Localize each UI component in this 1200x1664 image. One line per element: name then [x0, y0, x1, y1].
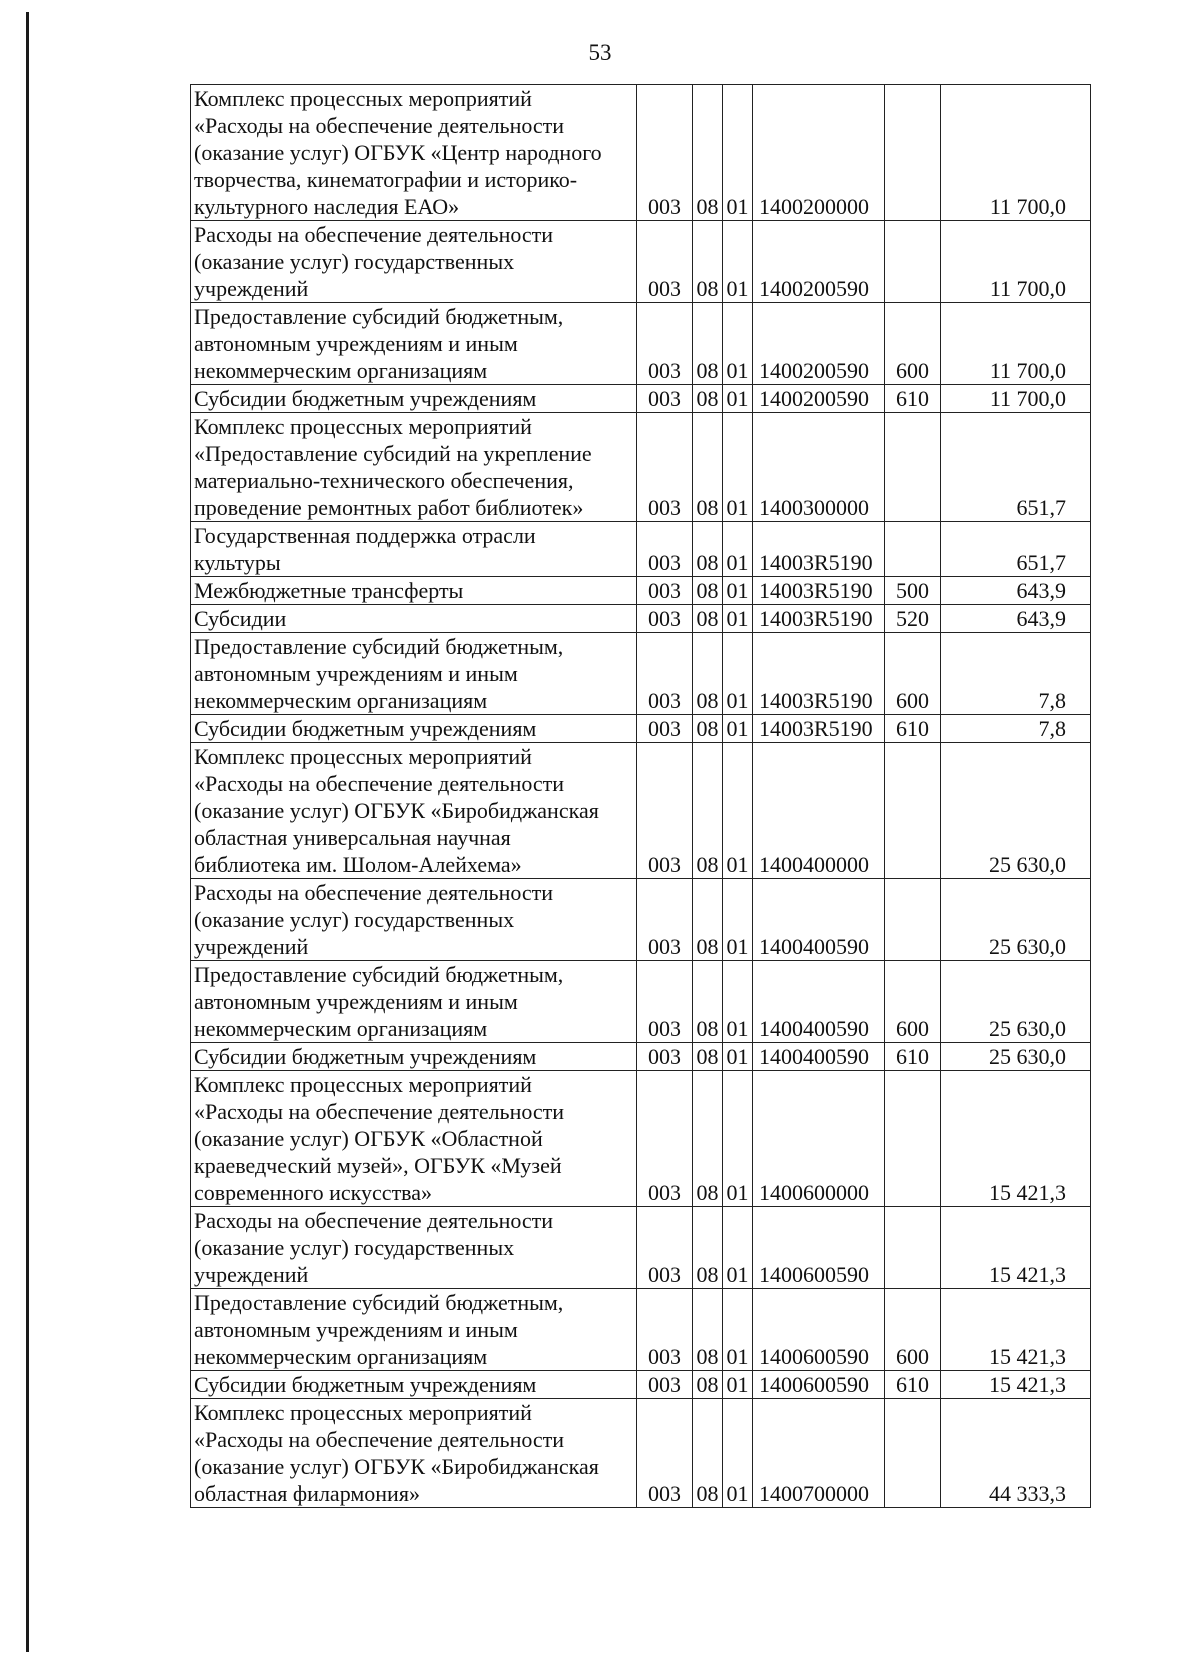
section-code-cell: 08 — [693, 522, 723, 577]
table-row — [191, 1371, 1091, 1399]
table-row — [191, 522, 1091, 577]
expense-name-line: Комплекс процессных мероприятий — [194, 744, 532, 769]
page-number: 53 — [588, 40, 612, 65]
amount-cell: 11 700,0 — [941, 85, 1091, 221]
table-row — [191, 385, 1091, 413]
expense-name-cell — [191, 522, 637, 577]
table-row — [191, 577, 1091, 605]
expense-name-line: Комплекс процессных мероприятий — [194, 86, 532, 111]
expense-name-cell — [191, 743, 637, 879]
target-article-cell: 1400200000 — [753, 85, 885, 221]
table-row — [191, 413, 1091, 522]
expense-name-line: (оказание услуг) ОГБУК «Областной — [194, 1126, 543, 1151]
expense-name-cell — [191, 1371, 637, 1399]
expense-name-line: Предоставление субсидий бюджетным, — [194, 634, 564, 659]
expense-type-cell — [885, 413, 941, 522]
expense-type-cell — [885, 743, 941, 879]
target-article-cell: 14003R5190 — [753, 715, 885, 743]
expense-name-line: «Расходы на обеспечение деятельности — [194, 1099, 565, 1124]
subsection-code-cell: 01 — [723, 605, 753, 633]
section-code-cell: 08 — [693, 633, 723, 715]
target-article-cell: 14003R5190 — [753, 605, 885, 633]
target-article-cell: 1400600000 — [753, 1071, 885, 1207]
section-code-cell: 08 — [693, 1289, 723, 1371]
ministry-code-cell: 003 — [637, 1043, 693, 1071]
expense-name-cell — [191, 715, 637, 743]
expense-name-line: автономным учреждениям и иным — [194, 1317, 518, 1342]
target-article-cell: 1400200590 — [753, 221, 885, 303]
section-code-cell: 08 — [693, 577, 723, 605]
subsection-code-cell: 01 — [723, 1071, 753, 1207]
amount-cell: 651,7 — [941, 522, 1091, 577]
expense-name-cell — [191, 1399, 637, 1508]
section-code-cell: 08 — [693, 1071, 723, 1207]
expense-name-line: современного искусства» — [194, 1180, 433, 1205]
section-code-cell: 08 — [693, 605, 723, 633]
table-row — [191, 1289, 1091, 1371]
expense-name-line: Субсидии бюджетным учреждениям — [194, 1372, 537, 1397]
expense-name-line: некоммерческим организациям — [194, 1016, 488, 1041]
section-code-cell: 08 — [693, 1371, 723, 1399]
expense-type-cell: 500 — [885, 577, 941, 605]
amount-cell: 11 700,0 — [941, 303, 1091, 385]
amount-cell: 15 421,3 — [941, 1207, 1091, 1289]
expense-type-cell — [885, 221, 941, 303]
table-row — [191, 879, 1091, 961]
expense-name-line: (оказание услуг) государственных — [194, 1235, 515, 1260]
expense-name-line: краеведческий музей», ОГБУК «Музей — [194, 1153, 562, 1178]
expense-name-cell — [191, 85, 637, 221]
target-article-cell: 1400200590 — [753, 385, 885, 413]
expense-name-line: «Расходы на обеспечение деятельности — [194, 113, 565, 138]
expense-name-line: «Предоставление субсидий на укрепление — [194, 441, 592, 466]
target-article-cell: 14003R5190 — [753, 522, 885, 577]
budget-table — [190, 84, 1091, 1508]
expense-name-line: областная универсальная научная — [194, 825, 511, 850]
expense-name-cell — [191, 879, 637, 961]
expense-name-line: материально-технического обеспечения, — [194, 468, 574, 493]
section-code-cell: 08 — [693, 85, 723, 221]
expense-name-cell — [191, 221, 637, 303]
amount-cell: 11 700,0 — [941, 385, 1091, 413]
ministry-code-cell: 003 — [637, 1207, 693, 1289]
expense-name-line: библиотека им. Шолом-Алейхема» — [194, 852, 522, 877]
expense-name-line: (оказание услуг) ОГБУК «Биробиджанская — [194, 1454, 599, 1479]
section-code-cell: 08 — [693, 385, 723, 413]
expense-name-line: Предоставление субсидий бюджетным, — [194, 1290, 564, 1315]
table-row — [191, 221, 1091, 303]
section-code-cell: 08 — [693, 413, 723, 522]
target-article-cell: 1400700000 — [753, 1399, 885, 1508]
ministry-code-cell: 003 — [637, 743, 693, 879]
expense-type-cell: 600 — [885, 1289, 941, 1371]
expense-name-line: некоммерческим организациям — [194, 358, 488, 383]
table-row — [191, 961, 1091, 1043]
binding-margin-rule — [26, 12, 29, 1652]
amount-cell: 7,8 — [941, 715, 1091, 743]
ministry-code-cell: 003 — [637, 1289, 693, 1371]
table-row — [191, 303, 1091, 385]
amount-cell: 44 333,3 — [941, 1399, 1091, 1508]
expense-name-line: некоммерческим организациям — [194, 1344, 488, 1369]
expense-name-cell — [191, 1071, 637, 1207]
amount-cell: 11 700,0 — [941, 221, 1091, 303]
expense-name-line: некоммерческим организациям — [194, 688, 488, 713]
amount-cell: 15 421,3 — [941, 1289, 1091, 1371]
table-row — [191, 605, 1091, 633]
amount-cell: 15 421,3 — [941, 1371, 1091, 1399]
section-code-cell: 08 — [693, 879, 723, 961]
target-article-cell: 14003R5190 — [753, 633, 885, 715]
subsection-code-cell: 01 — [723, 961, 753, 1043]
amount-cell: 643,9 — [941, 577, 1091, 605]
subsection-code-cell: 01 — [723, 1399, 753, 1508]
expense-name-line: Комплекс процессных мероприятий — [194, 1072, 532, 1097]
section-code-cell: 08 — [693, 715, 723, 743]
subsection-code-cell: 01 — [723, 633, 753, 715]
expense-name-cell — [191, 961, 637, 1043]
expense-type-cell: 600 — [885, 303, 941, 385]
target-article-cell: 1400400590 — [753, 1043, 885, 1071]
expense-name-line: проведение ремонтных работ библиотек» — [194, 495, 584, 520]
ministry-code-cell: 003 — [637, 1071, 693, 1207]
section-code-cell: 08 — [693, 1207, 723, 1289]
expense-name-line: «Расходы на обеспечение деятельности — [194, 1427, 565, 1452]
expense-name-line: Расходы на обеспечение деятельности — [194, 222, 554, 247]
amount-cell: 651,7 — [941, 413, 1091, 522]
subsection-code-cell: 01 — [723, 385, 753, 413]
expense-name-line: Субсидии бюджетным учреждениям — [194, 716, 537, 741]
table-row — [191, 633, 1091, 715]
subsection-code-cell: 01 — [723, 1043, 753, 1071]
table-row — [191, 715, 1091, 743]
expense-name-line: Субсидии — [194, 606, 287, 631]
table-row — [191, 85, 1091, 221]
target-article-cell: 1400400590 — [753, 879, 885, 961]
ministry-code-cell: 003 — [637, 413, 693, 522]
subsection-code-cell: 01 — [723, 522, 753, 577]
section-code-cell: 08 — [693, 743, 723, 879]
ministry-code-cell: 003 — [637, 715, 693, 743]
amount-cell: 25 630,0 — [941, 1043, 1091, 1071]
target-article-cell: 1400600590 — [753, 1207, 885, 1289]
target-article-cell: 1400300000 — [753, 413, 885, 522]
subsection-code-cell: 01 — [723, 715, 753, 743]
expense-name-cell — [191, 577, 637, 605]
expense-name-line: учреждений — [194, 1262, 309, 1287]
ministry-code-cell: 003 — [637, 1399, 693, 1508]
target-article-cell: 1400600590 — [753, 1289, 885, 1371]
expense-name-cell — [191, 413, 637, 522]
expense-name-line: Предоставление субсидий бюджетным, — [194, 962, 564, 987]
expense-name-cell — [191, 385, 637, 413]
expense-name-line: Субсидии бюджетным учреждениям — [194, 386, 537, 411]
expense-type-cell — [885, 1071, 941, 1207]
target-article-cell: 1400400000 — [753, 743, 885, 879]
subsection-code-cell: 01 — [723, 413, 753, 522]
ministry-code-cell: 003 — [637, 303, 693, 385]
expense-name-line: творчества, кинематографии и историко- — [194, 167, 578, 192]
amount-cell: 15 421,3 — [941, 1071, 1091, 1207]
expense-type-cell: 600 — [885, 961, 941, 1043]
expense-name-line: Расходы на обеспечение деятельности — [194, 1208, 554, 1233]
expense-type-cell — [885, 879, 941, 961]
section-code-cell: 08 — [693, 1043, 723, 1071]
expense-name-cell — [191, 605, 637, 633]
expense-name-line: (оказание услуг) ОГБУК «Биробиджанская — [194, 798, 599, 823]
subsection-code-cell: 01 — [723, 303, 753, 385]
expense-type-cell: 600 — [885, 633, 941, 715]
section-code-cell: 08 — [693, 1399, 723, 1508]
subsection-code-cell: 01 — [723, 221, 753, 303]
expense-type-cell: 610 — [885, 385, 941, 413]
expense-type-cell: 610 — [885, 1371, 941, 1399]
expense-type-cell: 610 — [885, 715, 941, 743]
amount-cell: 25 630,0 — [941, 879, 1091, 961]
section-code-cell: 08 — [693, 221, 723, 303]
expense-name-line: Комплекс процессных мероприятий — [194, 414, 532, 439]
subsection-code-cell: 01 — [723, 1207, 753, 1289]
target-article-cell: 1400400590 — [753, 961, 885, 1043]
expense-type-cell: 610 — [885, 1043, 941, 1071]
expense-name-line: Предоставление субсидий бюджетным, — [194, 304, 564, 329]
expense-name-line: культуры — [194, 550, 281, 575]
expense-type-cell: 520 — [885, 605, 941, 633]
ministry-code-cell: 003 — [637, 221, 693, 303]
expense-name-cell — [191, 1043, 637, 1071]
expense-name-line: учреждений — [194, 934, 309, 959]
expense-name-line: «Расходы на обеспечение деятельности — [194, 771, 565, 796]
table-row — [191, 743, 1091, 879]
target-article-cell: 14003R5190 — [753, 577, 885, 605]
ministry-code-cell: 003 — [637, 961, 693, 1043]
table-row — [191, 1207, 1091, 1289]
table-row — [191, 1399, 1091, 1508]
expense-name-line: (оказание услуг) государственных — [194, 907, 515, 932]
table-row — [191, 1071, 1091, 1207]
subsection-code-cell: 01 — [723, 1371, 753, 1399]
expense-name-line: автономным учреждениям и иным — [194, 661, 518, 686]
subsection-code-cell: 01 — [723, 85, 753, 221]
subsection-code-cell: 01 — [723, 577, 753, 605]
ministry-code-cell: 003 — [637, 522, 693, 577]
amount-cell: 7,8 — [941, 633, 1091, 715]
table-row — [191, 1043, 1091, 1071]
subsection-code-cell: 01 — [723, 1289, 753, 1371]
expense-name-line: областная филармония» — [194, 1481, 420, 1506]
subsection-code-cell: 01 — [723, 743, 753, 879]
expense-name-line: Расходы на обеспечение деятельности — [194, 880, 554, 905]
expense-name-line: Комплекс процессных мероприятий — [194, 1400, 532, 1425]
expense-type-cell — [885, 1399, 941, 1508]
target-article-cell: 1400600590 — [753, 1371, 885, 1399]
expense-type-cell — [885, 85, 941, 221]
expense-name-line: Межбюджетные трансферты — [194, 578, 464, 603]
ministry-code-cell: 003 — [637, 633, 693, 715]
target-article-cell: 1400200590 — [753, 303, 885, 385]
ministry-code-cell: 003 — [637, 1371, 693, 1399]
amount-cell: 643,9 — [941, 605, 1091, 633]
expense-name-line: (оказание услуг) ОГБУК «Центр народного — [194, 140, 602, 165]
expense-name-line: автономным учреждениям и иным — [194, 989, 518, 1014]
budget-table-body — [191, 85, 1091, 1508]
ministry-code-cell: 003 — [637, 577, 693, 605]
ministry-code-cell: 003 — [637, 385, 693, 413]
expense-type-cell — [885, 522, 941, 577]
ministry-code-cell: 003 — [637, 85, 693, 221]
ministry-code-cell: 003 — [637, 605, 693, 633]
expense-name-line: культурного наследия ЕАО» — [194, 194, 460, 219]
expense-type-cell — [885, 1207, 941, 1289]
expense-name-line: (оказание услуг) государственных — [194, 249, 515, 274]
section-code-cell: 08 — [693, 961, 723, 1043]
expense-name-cell — [191, 633, 637, 715]
expense-name-line: учреждений — [194, 276, 309, 301]
amount-cell: 25 630,0 — [941, 743, 1091, 879]
section-code-cell: 08 — [693, 303, 723, 385]
expense-name-line: автономным учреждениям и иным — [194, 331, 518, 356]
expense-name-cell — [191, 1207, 637, 1289]
expense-name-line: Государственная поддержка отрасли — [194, 523, 536, 548]
expense-name-cell — [191, 303, 637, 385]
expense-name-line: Субсидии бюджетным учреждениям — [194, 1044, 537, 1069]
ministry-code-cell: 003 — [637, 879, 693, 961]
subsection-code-cell: 01 — [723, 879, 753, 961]
expense-name-cell — [191, 1289, 637, 1371]
amount-cell: 25 630,0 — [941, 961, 1091, 1043]
